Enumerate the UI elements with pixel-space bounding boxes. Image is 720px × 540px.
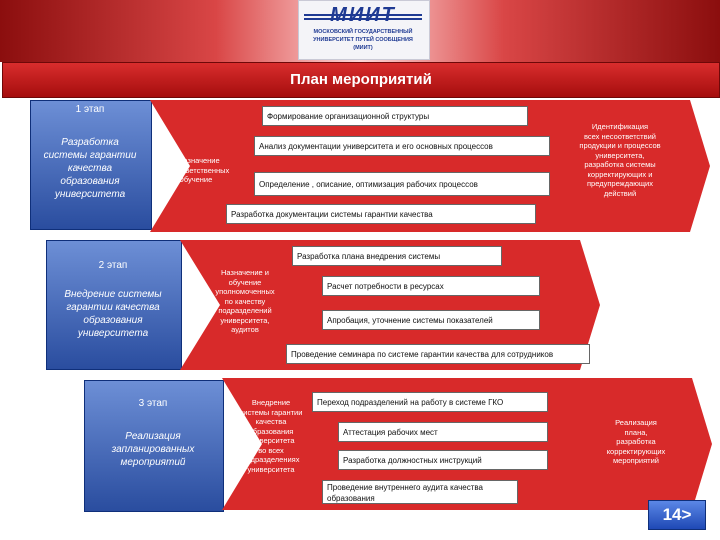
page-number[interactable]: 14> [648, 500, 706, 530]
logo-text: МОСКОВСКИЙ ГОСУДАРСТВЕННЫЙ УНИВЕРСИТЕТ ПУТЕЙ СООБЩЕНИЯ (МИИТ) [313, 29, 413, 51]
logo-line [304, 18, 422, 20]
task-box: Разработка должностных инструкций [338, 450, 548, 470]
task-box: Анализ документации университета и его основных процессов [254, 136, 550, 156]
task-box: Апробация, уточнение системы показателей [322, 310, 540, 330]
stage3-desc: Реализация запланированных мероприятий [111, 431, 195, 468]
task-box: Проведение внутреннего аудита качества образования [322, 480, 518, 504]
stage1-label: 1 этап [75, 104, 105, 115]
task-box: Проведение семинара по системе гарантии качества для сотрудников [286, 344, 590, 364]
task-box: Разработка документации системы гарантии качества [226, 204, 536, 224]
task-box: Разработка плана внедрения системы [292, 246, 502, 266]
task-box: Переход подразделений на работу в системе ГКО [312, 392, 548, 412]
stage1-desc: Разработка системы гарантии качества образования университета [43, 137, 137, 200]
task-box: Формирование организационной структуры [262, 106, 528, 126]
stage2-label: 2 этап [98, 260, 128, 271]
task-box: Аттестация рабочих мест [338, 422, 548, 442]
stage3-label: 3 этап [138, 398, 168, 409]
stage1-right-text: Идентификация всех несоответствий продукции и процессов университета, разработка системы корректирующих и предупреждающих действий [579, 122, 661, 198]
stage2-left-text: Назначение и обучение уполномоченных по качеству подразделений университета, аудитов [215, 268, 275, 334]
page-title: План мероприятий [2, 62, 720, 98]
stage2-desc: Внедрение системы гарантии качества образования университета [64, 289, 162, 339]
stage3-left-text: Внедрение системы гарантии качества образования университета во всех подразделениях университета [239, 398, 303, 474]
logo-line [304, 14, 422, 16]
task-box: Определение , описание, оптимизация рабочих процессов [254, 172, 550, 196]
task-box: Расчет потребности в ресурсах [322, 276, 540, 296]
stage3-right-text: Реализация плана, разработка корректирующих мероприятий [606, 418, 666, 465]
stage1-left-text: Назначение ответственных Обучение [178, 156, 230, 184]
